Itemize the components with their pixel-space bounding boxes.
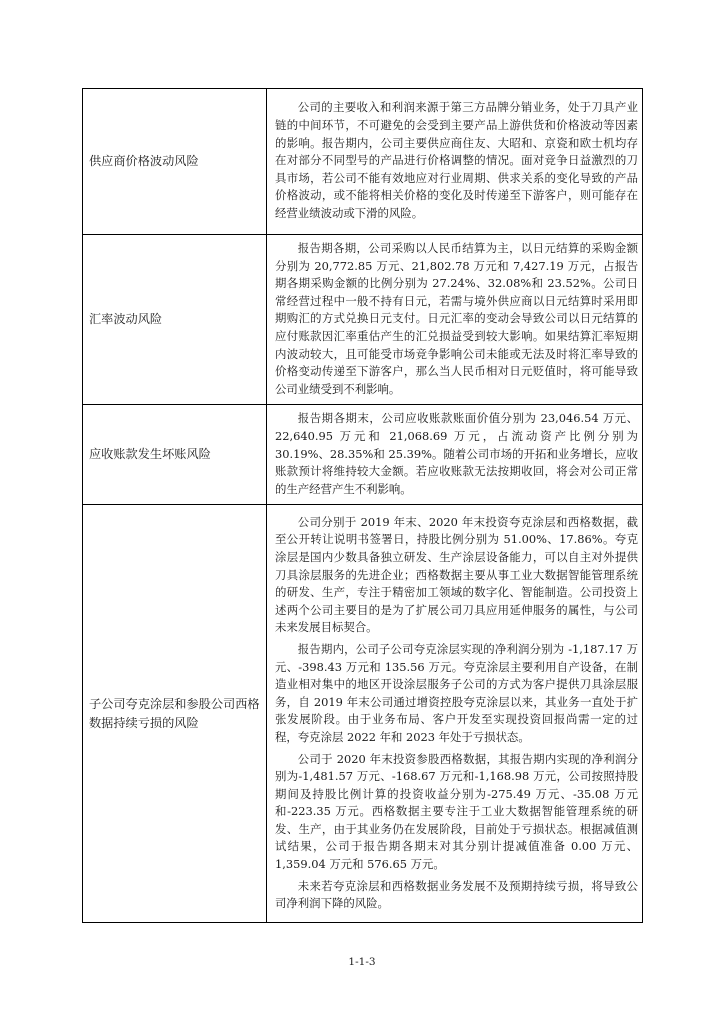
risk-description	[267, 405, 643, 505]
table-row	[83, 235, 643, 405]
risk-label: 应收账款发生坏账风险	[83, 405, 267, 505]
risk-paragraph: 公司的主要收入和利润来源于第三方品牌分销业务，处于刀具产业链的中间环节，不可避免的会受到主要产品上游供货和价格波动等因素的影响。报告期内，公司主要供应商住友、大昭和、京瓷和欧士机均存在对部分不同型号的产品进行价格调整的情况。面对竞争日益激烈的刀具市场，若公司不能有效地应对行业周期、供求关系的变化导致的产品价格波动，或不能将相关价格的变化及时传递至下游客户，则可能存在经营业绩波动或下滑的风险。	[275, 100, 638, 220]
table-row	[83, 89, 643, 235]
risk-paragraph: 公司分别于 2019 年末、2020 年末投资夸克涂层和西格数据，截至公开转让说明书签署日，持股比例分别为 51.00%、17.86%。夸克涂层是国内少数具备独立研发、生产涂层设备能力，可以自主对外提供刀具涂层服务的先进企业；西格数据主要从事工业大数据智能管理系统的研发、生产，专注于精密加工领域的数字化、智能制造。公司投资上述两个公司主要目的是为了扩展公司刀具应用延伸服务的属性，与公司未来发展目标契合。	[275, 514, 638, 635]
risk-paragraph: 报告期内，公司子公司夸克涂层实现的净利润分别为 -1,187.17 万元、-398.43 万元和 135.56 万元。夸克涂层主要利用自产设备，在制造业相对集中的地区开设涂层服务子公司的方式为客户提供刀具涂层服务，自 2019 年末公司通过增资控股夸克涂层以来，其业务一直处于扩张发展阶段。由于业务布局、客户开发至实现投资回报尚需一定的过程，夸克涂层 2022 年和 2023 年处于亏损状态。	[275, 641, 638, 744]
page-number: 1-1-3	[348, 956, 376, 968]
risk-paragraph: 未来若夸克涂层和西格数据业务发展不及预期持续亏损，将导致公司净利润下降的风险。	[275, 878, 638, 911]
table-row	[83, 405, 643, 505]
table-row	[83, 505, 643, 923]
risk-label: 子公司夸克涂层和参股公司西格数据持续亏损的风险	[83, 505, 267, 923]
risk-factor-table	[82, 88, 643, 923]
risk-label: 汇率波动风险	[83, 235, 267, 405]
risk-description	[267, 235, 643, 405]
risk-label: 供应商价格波动风险	[83, 89, 267, 235]
risk-paragraph: 公司于 2020 年末投资参股西格数据，其报告期内实现的净利润分别为-1,481.57 万元、-168.67 万元和-1,168.98 万元，公司按照持股期间及持股比例计算的投资收益分别为-275.49 万元、-35.08 万元和-223.35 万元。西格数据主要专注于工业大数据智能管理系统的研发、生产，由于其业务仍在发展阶段，目前处于亏损状态。根据减值测试结果，公司于报告期各期末对其分别计提减值准备 0.00 万元、1,359.04 万元和 576.65 万元。	[275, 751, 638, 872]
risk-description	[267, 505, 643, 923]
risk-description	[267, 89, 643, 235]
risk-paragraph: 报告期各期末，公司应收账款账面价值分别为 23,046.54 万元、22,640.95 万元和 21,068.69 万元，占流动资产比例分别为 30.19%、28.35%和 25.39%。随着公司市场的开拓和业务增长，应收账款预计将维持较大金额。若应收账款无法按期收回，将会对公司正常的生产经营产生不利影响。	[275, 411, 638, 496]
risk-paragraph: 报告期各期，公司采购以人民币结算为主，以日元结算的采购金额分别为 20,772.85 万元、21,802.78 万元和 7,427.19 万元，占报告期各期采购金额的比例分别为 27.24%、32.08%和 23.52%。公司日常经营过程中一般不持有日元，若需与境外供应商以日元结算时采用即期购汇的方式兑换日元支付。日元汇率的变动会导致公司以日元结算的应付账款因汇率重估产生的汇兑损益受到较大影响。如果结算汇率短期内波动较大，且可能受市场竞争影响公司未能或无法及时将汇率导致的价格变动传递至下游客户，那么当人民币相对日元贬值时，将可能导致公司业绩受到不利影响。	[275, 241, 638, 396]
